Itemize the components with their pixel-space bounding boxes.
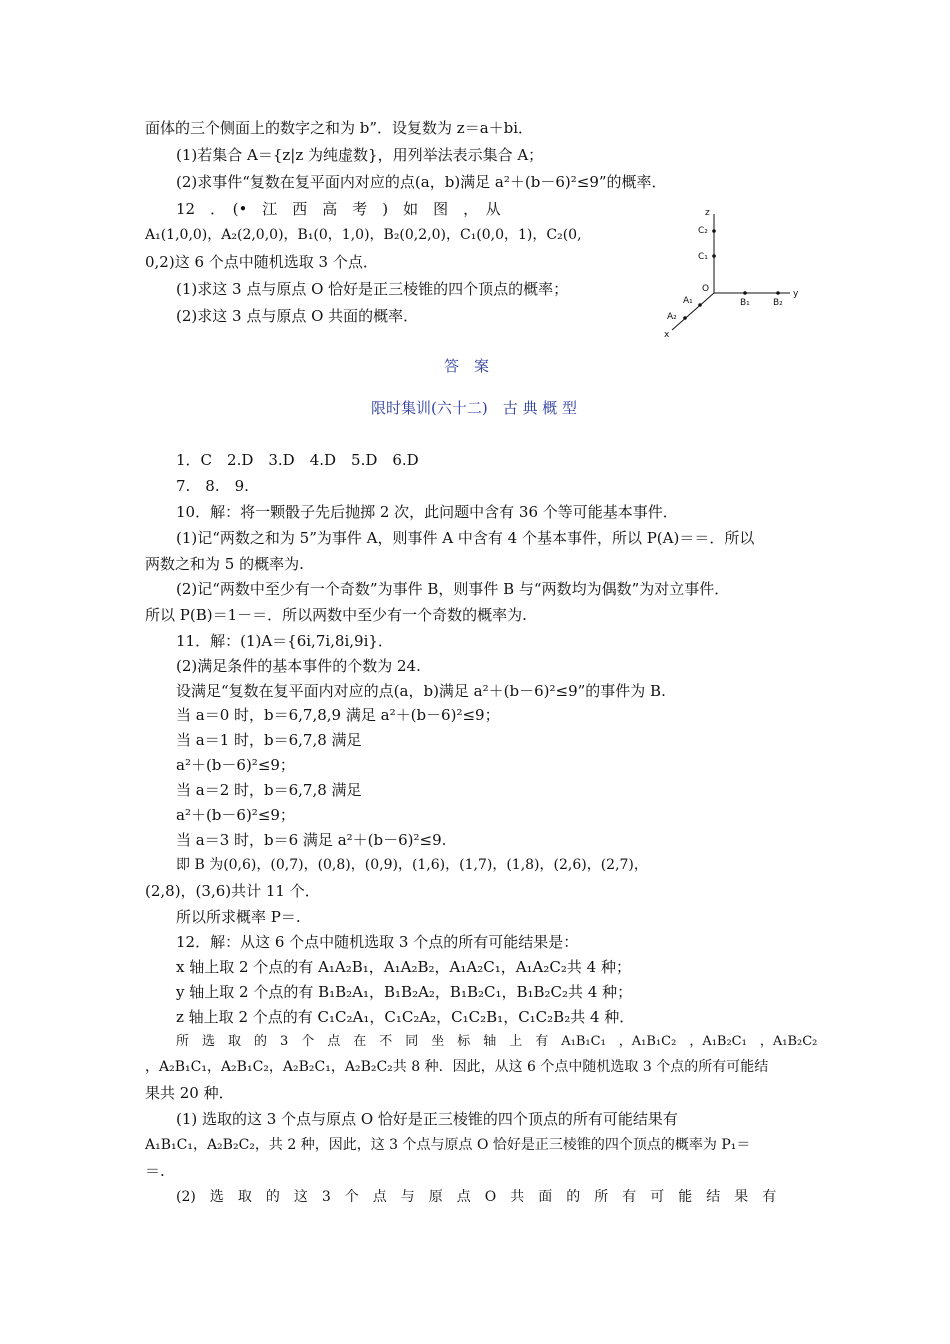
solution-line: 1．C 2.D 3.D 4.D 5.D 6.D [176, 451, 419, 469]
figure-label: z [705, 208, 710, 218]
solution-line: A₁B₁C₁，A₂B₂C₂，共 2 种，因此，这 3 个点与原点 O 恰好是正三棱锥的四个顶点的概率为 P₁＝ [145, 1137, 751, 1153]
point-c1 [712, 254, 716, 258]
figure-label: x [664, 330, 670, 340]
figure-label: C₂ [698, 226, 708, 236]
solution-line: a²＋(b－6)²≤9； [176, 756, 295, 774]
solution-line: 当 a＝3 时，b＝6 满足 a²＋(b－6)²≤9. [176, 831, 447, 849]
solution-line: 当 a＝1 时，b＝6,7,8 满足 [176, 731, 362, 749]
solution-line: 所以 P(B)＝1－＝．所以两数中至少有一个奇数的概率为. [145, 606, 527, 624]
point-b1 [743, 291, 747, 295]
solution-line: 当 a＝0 时，b＝6,7,8,9 满足 a²＋(b－6)²≤9； [176, 706, 500, 724]
section-title: 限时集训(六十二) 古 典 概 型 [371, 399, 578, 417]
solution-line: (2,8)，(3,6)共计 11 个． [145, 882, 320, 900]
solution-line: x 轴上取 2 个点的有 A₁A₂B₁，A₁A₂B₂，A₁A₂C₁，A₁A₂C₂共 4 种； [176, 958, 631, 976]
solution-line: 所以所求概率 P＝. [176, 908, 301, 926]
figure-label: y [793, 289, 799, 299]
solution-line: 设满足“复数在复平面内对应的点(a，b)满足 a²＋(b－6)²≤9”的事件为 B. [176, 682, 666, 700]
solution-line: 7. 8. 9. [176, 477, 249, 495]
solution-line: y 轴上取 2 个点的有 B₁B₂A₁，B₁B₂A₂，B₁B₂C₁，B₁B₂C₂共 4 种； [176, 983, 633, 1001]
problem-line: 面体的三个侧面上的数字之和为 b”．设复数为 z＝a＋bi． [145, 119, 534, 137]
problem-line: (2)求事件“复数在复平面内对应的点(a，b)满足 a²＋(b－6)²≤9”的概率． [176, 173, 667, 191]
solution-line: 11．解：(1)A＝{6i,7i,8i,9i}． [176, 632, 393, 650]
figure-label: O [702, 284, 710, 294]
solution-line: (2)满足条件的基本事件的个数为 24. [176, 657, 421, 675]
solution-line: 12．解：从这 6 个点中随机选取 3 个点的所有可能结果是： [176, 933, 579, 951]
solution-line: 10．解：将一颗骰子先后抛掷 2 次，此问题中含有 36 个等可能基本事件． [176, 503, 678, 521]
solution-line: 当 a＝2 时，b＝6,7,8 满足 [176, 781, 362, 799]
figure-label: A₂ [667, 312, 677, 322]
figure-label: B₂ [773, 298, 783, 308]
point-a1 [698, 303, 702, 307]
problem-line: (2)求这 3 点与原点 O 共面的概率． [176, 307, 419, 325]
solution-line: 所 选 取 的 3 个 点 在 不 同 坐 标 轴 上 有 A₁B₁C₁ ，A₁B₁C₂ ，A₁B₂C₁ ，A₁B₂C₂ [176, 1034, 818, 1049]
problem-line: (1)求这 3 点与原点 O 恰好是正三棱锥的四个顶点的概率； [176, 280, 569, 298]
solution-line: (1) 选取的这 3 个点与原点 O 恰好是正三棱锥的四个顶点的所有可能结果有 [176, 1110, 678, 1128]
solution-line: ，A₂B₁C₁，A₂B₁C₂，A₂B₂C₁，A₂B₂C₂共 8 种．因此，从这 6 个点中随机选取 3 个点的所有可能结 [145, 1059, 769, 1075]
point-a2 [683, 316, 687, 320]
figure-label: C₁ [698, 252, 708, 262]
solution-line: 两数之和为 5 的概率为. [145, 555, 304, 573]
figure-label: B₁ [740, 298, 750, 308]
answer-title: 答 案 [444, 357, 490, 375]
solution-line: z 轴上取 2 个点的有 C₁C₂A₁，C₁C₂A₂，C₁C₂B₁，C₁C₂B₂共 4 种． [176, 1008, 635, 1026]
problem-line: A₁(1,0,0)，A₂(2,0,0)，B₁(0，1,0)，B₂(0,2,0)，C₁(0,0，1)，C₂(0, [145, 227, 582, 243]
problem-line: 12 ． (• 江 西 高 考 ) 如 图 ， 从 [176, 200, 501, 218]
solution-line: a²＋(b－6)²≤9； [176, 806, 295, 824]
problem-line: (1)若集合 A＝{z|z 为纯虚数}，用列举法表示集合 A； [176, 146, 544, 164]
point-c2 [712, 229, 716, 233]
solution-line: (2)记“两数中至少有一个奇数”为事件 B，则事件 B 与“两数均为偶数”为对立事件． [176, 580, 730, 598]
figure-label: A₁ [683, 296, 693, 306]
coordinate-axes-figure [650, 198, 820, 343]
solution-line: ＝. [145, 1162, 165, 1180]
x-axis [672, 293, 714, 330]
solution-line: 即 B 为(0,6)，(0,7)，(0,8)，(0,9)，(1,6)，(1,7)，(1,8)，(2,6)，(2,7)， [176, 857, 648, 873]
solution-line: (2) 选 取 的 这 3 个 点 与 原 点 O 共 面 的 所 有 可 能 结 果 有 [176, 1189, 777, 1205]
solution-line: 果共 20 种． [145, 1084, 234, 1102]
problem-line: 0,2)这 6 个点中随机选取 3 个点． [145, 253, 378, 271]
solution-line: (1)记“两数之和为 5”为事件 A，则事件 A 中含有 4 个基本事件，所以 P(A)＝＝．所以 [176, 529, 755, 547]
point-b2 [776, 291, 780, 295]
